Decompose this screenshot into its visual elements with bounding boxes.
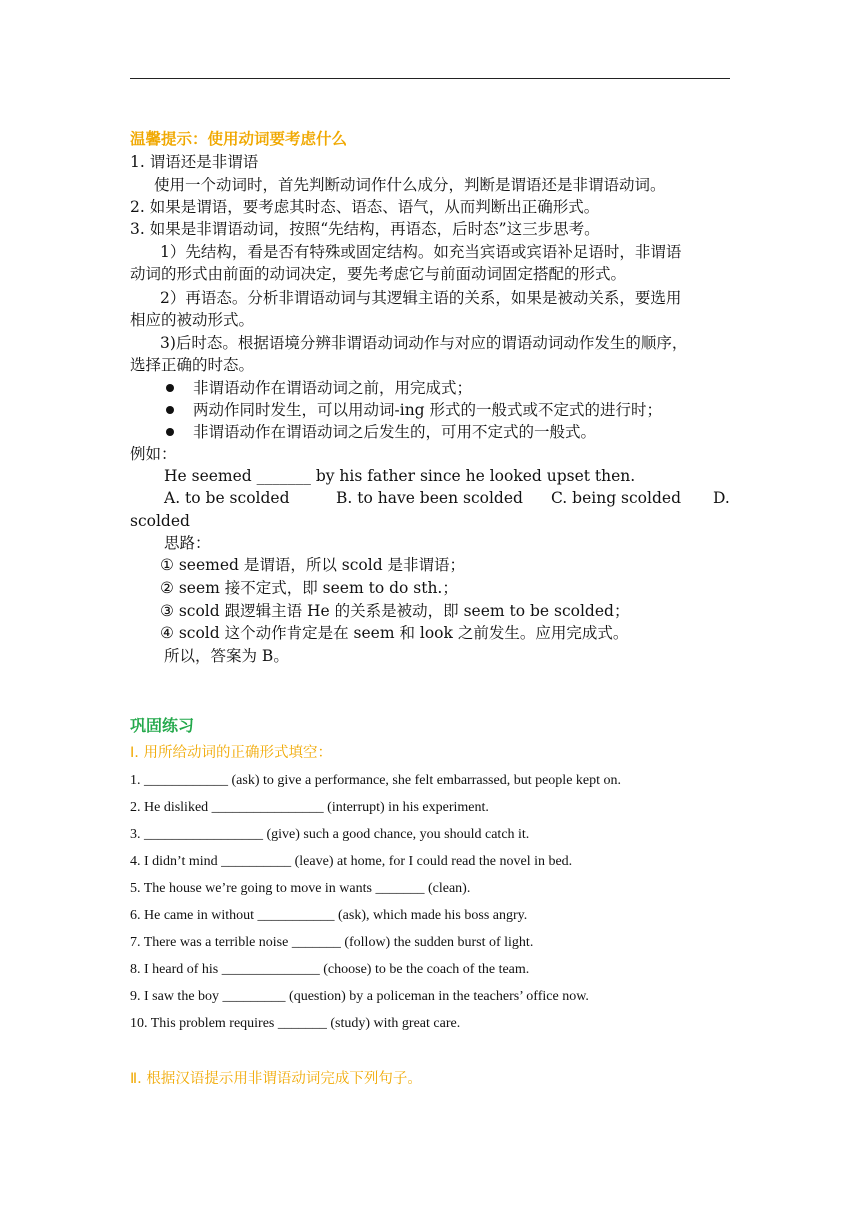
header-rule <box>130 78 730 79</box>
example-question: He seemed _______ by his father since he looked upset then. <box>164 467 636 485</box>
example-options <box>130 488 730 510</box>
exercise-item: 2. He disliked ________________ (interrupt) in his experiment. <box>130 800 489 815</box>
step-2-line: 相应的被动形式。 <box>130 311 255 329</box>
exercise-item: 3. _________________ (give) such a good chance, you should catch it. <box>130 827 530 842</box>
part-2-title: Ⅱ. 根据汉语提示用非谓语动词完成下列句子。 <box>130 1071 422 1087</box>
step-1-line: 动词的形式由前面的动词决定，要先考虑它与前面动词固定搭配的形式。 <box>130 265 627 283</box>
bullet-text: 非谓语动作在谓语动词之后发生的，可用不定式的一般式。 <box>193 423 597 441</box>
exercise-item: 9. I saw the boy _________ (question) by a policeman in the teachers’ office now. <box>130 989 589 1004</box>
bullet-icon <box>166 406 174 414</box>
option-d: D. <box>713 489 730 507</box>
tip-item: 3. 如果是非谓语动词，按照“先结构，再语态，后时态”这三步思考。 <box>130 220 600 238</box>
exercise-item: 8. I heard of his ______________ (choose) to be the coach of the team. <box>130 962 530 977</box>
option-a: A. to be scolded <box>164 489 290 507</box>
part-1-title: Ⅰ. 用所给动词的正确形式填空： <box>130 745 332 761</box>
practice-heading: 巩固练习 <box>130 716 195 735</box>
option-c: C. being scolded <box>551 489 681 507</box>
bullet-icon <box>166 384 174 392</box>
bullet-text: 两动作同时发生，可以用动词-ing 形式的一般式或不定式的进行时； <box>193 401 663 419</box>
step-3-line: 3)后时态。根据语境分辨非谓语动词动作与对应的谓语动词动作发生的顺序， <box>160 334 688 352</box>
exercise-item: 1. ____________ (ask) to give a performance, she felt embarrassed, but people kept on. <box>130 773 622 788</box>
step-2-line: 2）再语态。分析非谓语动词与其逻辑主语的关系，如果是被动关系，要选用 <box>160 289 682 307</box>
reasoning-step: ④ scold 这个动作肯定是在 seem 和 look 之前发生。应用完成式。 <box>160 624 629 642</box>
tip-item: 1. 谓语还是非谓语 <box>130 153 259 171</box>
tip-item: 2. 如果是谓语，要考虑其时态、语态、语气，从而判断出正确形式。 <box>130 198 600 216</box>
exercise-item: 10. This problem requires _______ (study) with great care. <box>130 1016 461 1031</box>
step-3-line: 选择正确的时态。 <box>130 356 255 374</box>
conclusion: 所以，答案为 B。 <box>164 647 289 665</box>
tips-heading: 温馨提示：使用动词要考虑什么 <box>130 130 348 148</box>
bullet-icon <box>166 428 174 436</box>
reasoning-step: ③ scold 跟逻辑主语 He 的关系是被动，即 seem to be scolded； <box>160 602 630 620</box>
bullet-text: 非谓语动作在谓语动词之前，用完成式； <box>193 379 473 397</box>
reasoning-step: ② seem 接不定式，即 seem to do sth.； <box>160 579 458 597</box>
step-1-line: 1）先结构，看是否有特殊或固定结构。如充当宾语或宾语补足语时，非谓语 <box>160 243 682 261</box>
example-intro: 例如： <box>130 445 177 463</box>
exercise-item: 5. The house we’re going to move in wants _______ (clean). <box>130 881 471 896</box>
tip-item: 使用一个动词时，首先判断动词作什么成分，判断是谓语还是非谓语动词。 <box>154 176 666 194</box>
exercise-item: 4. I didn’t mind __________ (leave) at home, for I could read the novel in bed. <box>130 854 573 869</box>
option-b: B. to have been scolded <box>336 489 523 507</box>
exercise-item: 7. There was a terrible noise _______ (follow) the sudden burst of light. <box>130 935 534 950</box>
exercise-item: 6. He came in without ___________ (ask), which made his boss angry. <box>130 908 528 923</box>
reasoning-step: ① seemed 是谓语，所以 scold 是非谓语； <box>160 556 466 574</box>
reasoning-label: 思路： <box>164 534 211 552</box>
option-d-text: scolded <box>130 512 190 530</box>
